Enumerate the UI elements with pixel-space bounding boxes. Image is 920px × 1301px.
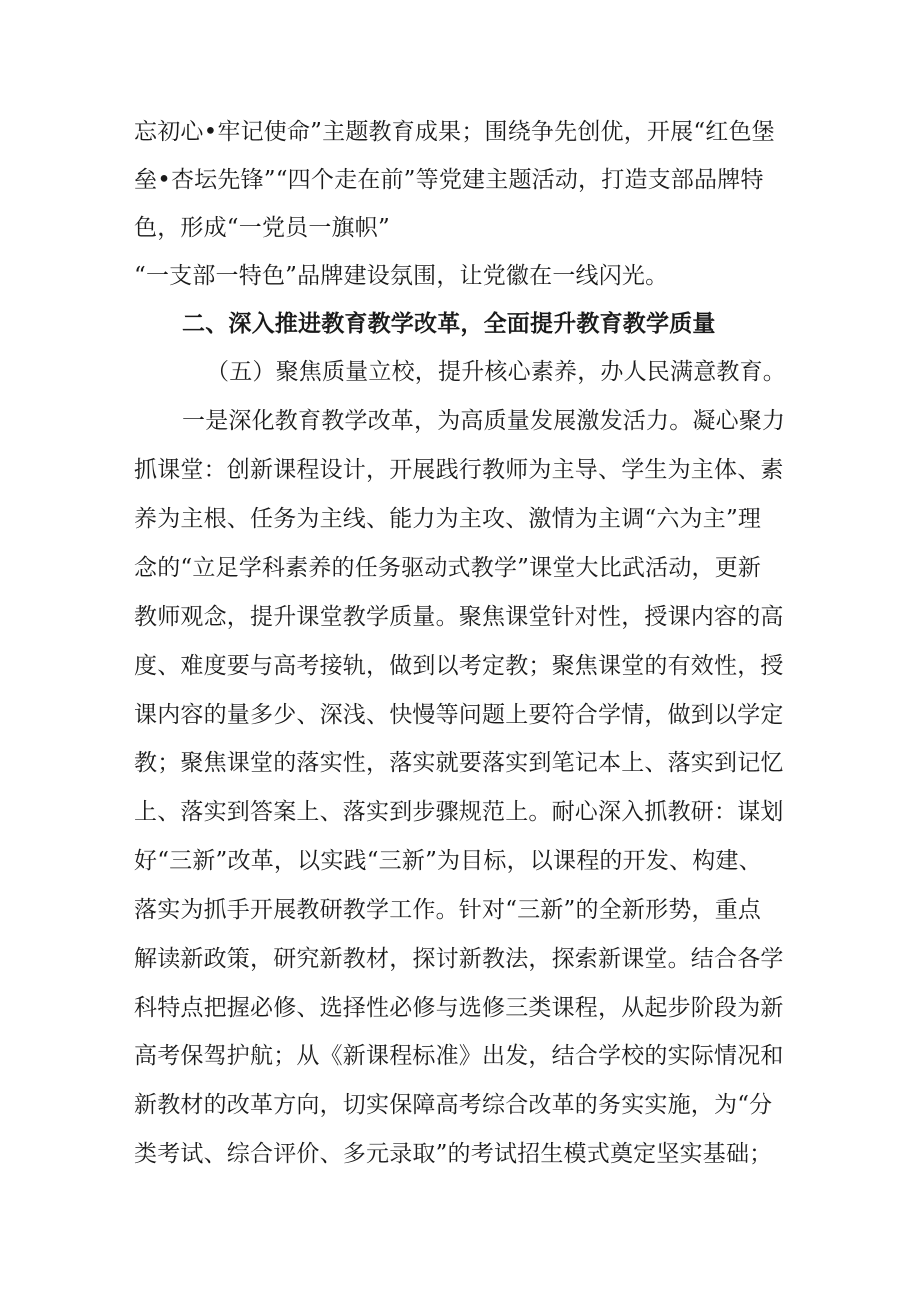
text-line-3: 色，形成“一党员一旗帜” bbox=[134, 215, 390, 241]
paragraph-line-12: 解读新政策，研究新教材，探讨新教法，探索新课堂。结合各学 bbox=[134, 946, 784, 972]
paragraph-line-7: 课内容的量多少、深浅、快慢等问题上要符合学情，做到以学定 bbox=[134, 702, 784, 728]
paragraph-line-2: 抓课堂：创新课程设计，开展践行教师为主导、学生为主体、素 bbox=[134, 457, 784, 483]
paragraph-line-11: 落实为抓手开展教研教学工作。针对“三新”的全新形势，重点 bbox=[134, 897, 762, 923]
paragraph-line-15: 新教材的改革方向，切实保障高考综合改革的务实实施，为“分 bbox=[134, 1092, 773, 1118]
paragraph-line-10: 好“三新”改革，以实践“三新”为目标，以课程的开发、构建、 bbox=[134, 848, 762, 874]
paragraph-line-16: 类考试、综合评价、多元录取”的考试招生模式奠定坚实基础； bbox=[134, 1141, 773, 1167]
paragraph-line-4: 念的“立足学科素养的任务驱动式教学”课堂大比武活动，更新 bbox=[134, 555, 762, 581]
text-line-2: 垒•杏坛先锋”“四个走在前”等党建主题活动，打造支部品牌特 bbox=[134, 167, 764, 193]
paragraph-line-8: 教；聚焦课堂的落实性，落实就要落实到笔记本上、落实到记忆 bbox=[134, 750, 784, 776]
paragraph-line-9: 上、落实到答案上、落实到步骤规范上。耐心深入抓教研：谋划 bbox=[134, 799, 784, 825]
paragraph-line-14: 高考保驾护航；从《新课程标准》出发，结合学校的实际情况和 bbox=[134, 1043, 784, 1069]
text-line-1: 忘初心•牢记使命”主题教育成果；围绕争先创优，开展“红色堡 bbox=[134, 119, 775, 145]
section-heading: 二、深入推进教育教学改革，全面提升教育教学质量 bbox=[182, 310, 716, 337]
sub-heading: （五）聚焦质量立校，提升核心素养，办人民满意教育。 bbox=[206, 359, 786, 385]
paragraph-line-13: 科特点把握必修、选择性必修与选修三类课程，从起步阶段为新 bbox=[134, 995, 784, 1021]
paragraph-line-5: 教师观念，提升课堂教学质量。聚焦课堂针对性，授课内容的高 bbox=[134, 604, 784, 630]
paragraph-line-1: 一是深化教育教学改革，为高质量发展激发活力。凝心聚力 bbox=[182, 408, 786, 434]
paragraph-line-3: 养为主根、任务为主线、能力为主攻、激情为主调“六为主”理 bbox=[134, 506, 762, 532]
paragraph-line-6: 度、难度要与高考接轨，做到以考定教；聚焦课堂的有效性，授 bbox=[134, 653, 784, 679]
text-line-4: “一支部一特色”品牌建设氛围，让党徽在一线闪光。 bbox=[134, 263, 669, 289]
